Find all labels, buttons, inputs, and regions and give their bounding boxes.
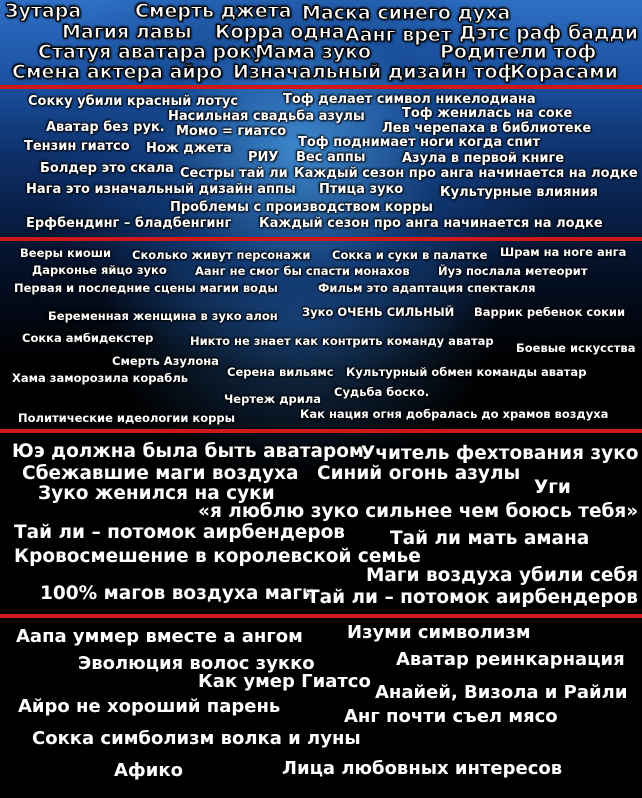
tier-3-item: Вееры киоши [20, 246, 112, 260]
tier-3-item: Сокка амбидекстер [22, 331, 154, 345]
tier-3-item: Как нация огня добралась до храмов воздуха [300, 407, 609, 421]
tier-3-item: Чертеж дрила [224, 392, 321, 406]
tier-4-item: Маги воздуха убили себя [366, 565, 639, 586]
tier-2-item: Аватар без рук. [46, 120, 165, 135]
tier-1-item: Магия лавы [62, 21, 192, 43]
tier-4-item: Синий огонь азулы [317, 463, 521, 484]
tier-3-item: Судьба боско. [334, 385, 430, 399]
tier-3-item: Зуко ОЧЕНЬ СИЛЬНЫЙ [302, 305, 455, 319]
tier-3-item: Шрам на ноге анга [500, 245, 627, 259]
tier-4-item: Кровосмешение в королевской семье [14, 546, 421, 567]
tier-5-item: Айро не хороший парень [18, 696, 281, 717]
tier-3-item: Политические идеологии корры [18, 411, 235, 425]
tier-2-item: Проблемы с производством корры [170, 200, 433, 215]
tier-1-item: Маска синего духа [302, 2, 511, 24]
tier-5-item: Сокка симболизм волка и луны [32, 728, 361, 749]
tier-1 [0, 0, 642, 85]
tier-3-item: Никто не знает как контрить команду аватар [190, 334, 494, 348]
tier-4-item: Тай ли мать амана [390, 528, 590, 549]
tier-1-item: Корра одна [215, 21, 345, 43]
tier-1-item: Смена актера айро [12, 61, 223, 83]
tier-1-item: Родители тоф [440, 41, 597, 63]
tier-2-item: Вес аппы [296, 150, 366, 165]
tier-3-item: Сокка и суки в палатке [332, 248, 488, 262]
tier-4 [0, 433, 642, 614]
tier-5-item: Лица любовных интересов [282, 758, 563, 779]
tier-5-item: Анайей, Визола и Райли [375, 682, 628, 703]
tier-2-item: Тоф поднимает ноги когда спит [298, 135, 541, 150]
tier-2-item: Каждый сезон про анга начинается на лодке [294, 166, 638, 181]
tier-5 [0, 618, 642, 798]
tier-2-item: Сестры тай ли [180, 166, 288, 181]
tier-1-item: Мама зуко [255, 41, 372, 63]
tier-4-item: Учитель фехтования зуко [361, 443, 639, 464]
tier-5-item: Эволюция волос зукко [78, 653, 315, 674]
tier-5-item: Изуми символизм [347, 622, 531, 643]
tier-2-item: Азула в первой книге [402, 151, 565, 166]
tier-2-item: Лев черепаха в библиотеке [382, 121, 592, 136]
tier-2-item: Ерфбендинг – бладбенгинг [26, 216, 232, 231]
tier-3-item: Фильм это адаптация спектакля [318, 281, 536, 295]
tier-4-item: Зуко женился на суки [38, 483, 275, 504]
tier-3-item: Серена вильямс [227, 365, 334, 379]
tier-2-item: Птица зуко [319, 182, 404, 197]
tier-2 [0, 89, 642, 237]
tier-2-item: Тоф женилась на соке [402, 106, 573, 121]
tier-3-item: Боевые искусства [516, 341, 636, 355]
tier-3-item: Сколько живут персонажи [132, 248, 311, 262]
tier-2-item: Момо = гиатсо [176, 124, 287, 139]
tier-4-item: Тай ли – потомок аирбендеров [307, 587, 638, 608]
tier-4-item: 100% магов воздуха маги [40, 583, 315, 604]
tier-4-item: Уги [534, 477, 571, 498]
tier-1-item: Дэтс раф бадди [459, 22, 639, 44]
tier-3-item: Аанг не смог бы спасти монахов [195, 264, 410, 278]
tier-5-item: Аватар реинкарнация [396, 649, 625, 670]
tier-3-item: Дарконье яйцо зуко [32, 263, 167, 277]
tier-2-item: Каждый сезон про анга начинается на лодке [259, 216, 603, 231]
tier-1-item: Смерть джета [135, 0, 292, 22]
tier-1-item: Аанг врет [345, 24, 452, 46]
tier-2-item: Насильная свадьба азулы [168, 109, 365, 124]
tier-4-item: Тай ли – потомок аирбендеров [14, 522, 345, 543]
tier-4-item: Юэ должна была быть аватаром [12, 441, 365, 462]
tier-1-item: Изначальный дизайн тоф [233, 61, 517, 83]
tier-3-item: Хама заморозила корабль [12, 371, 189, 385]
tier-3-item: Первая и последние сцены магии воды [14, 281, 278, 295]
tier-2-item: Культурные влияния [440, 185, 598, 200]
tier-1-item: Статуя аватара року [38, 41, 265, 63]
tier-2-item: Сокку убили красный лотус [28, 94, 239, 109]
tier-2-item: Тензин гиатсо [24, 139, 130, 154]
tier-2-item: Нага это изначальный дизайн аппы [26, 182, 296, 197]
tier-5-item: Как умер Гиатсо [198, 671, 371, 692]
tier-4-item: «я люблю зуко сильнее чем боюсь тебя» [198, 501, 639, 522]
tier-2-item: Болдер это скала [40, 161, 174, 176]
tier-3 [0, 241, 642, 429]
tier-3-item: Культурный обмен команды аватар [346, 365, 587, 379]
tier-3-item: Йуэ послала метеорит [438, 264, 588, 278]
tier-3-item: Варрик ребенок сокии [474, 305, 626, 319]
tier-3-item: Беременная женщина в зуко алон [48, 309, 278, 323]
tier-5-item: Аапа уммер вместе а ангом [16, 626, 303, 647]
tier-5-item: Анг почти съел мясо [344, 706, 558, 727]
tier-1-item: Корасами [510, 61, 618, 83]
tier-5-item: Афико [114, 760, 183, 781]
tier-2-item: Тоф делает символ никелодиана [283, 92, 536, 107]
tier-2-item: Нож джета [146, 141, 232, 156]
tier-1-item: Зутара [5, 0, 82, 22]
tier-2-item: РИУ [248, 150, 279, 165]
tier-3-item: Смерть Азулона [112, 354, 219, 368]
tier-4-item: Сбежавшие маги воздуха [22, 463, 299, 484]
